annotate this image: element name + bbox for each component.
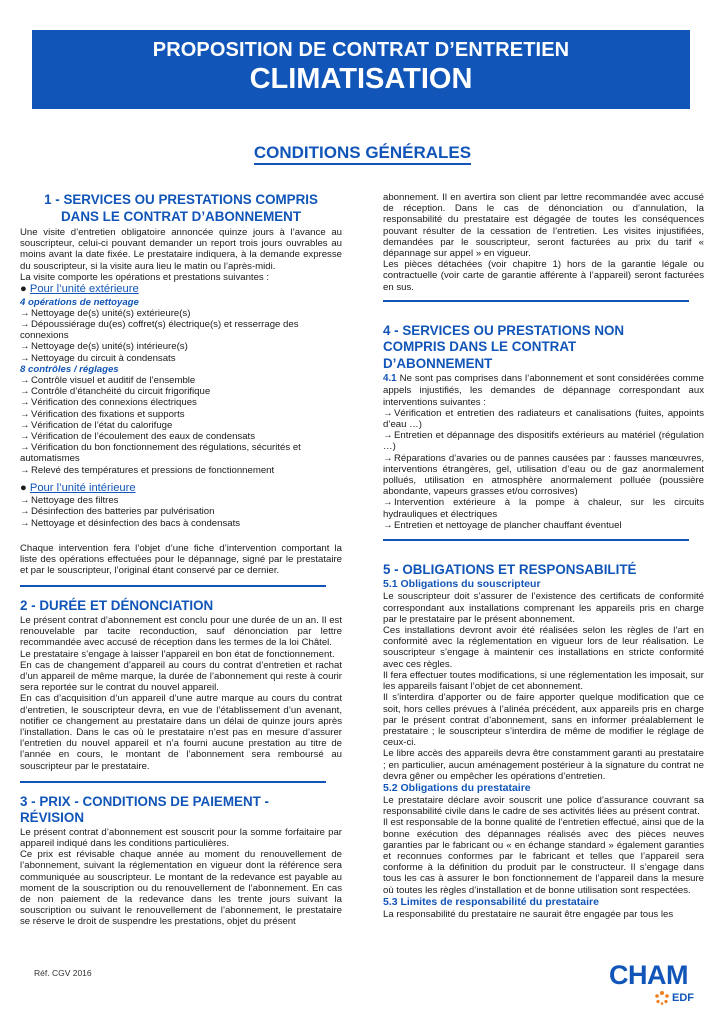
section-5	[383, 562, 704, 920]
list-item: →Relevé des températures et pressions de fonctionnement	[20, 464, 275, 476]
controls-list	[20, 375, 342, 476]
arrow-right-icon: →	[20, 307, 30, 319]
title-banner	[32, 30, 690, 109]
list-item: →Vérification du bon fonctionnement des régulations, sécurités et automatismes	[20, 442, 301, 465]
section-1-title: 1 - SERVICES OU PRESTATIONS COMPRIS DANS LE CONTRAT D’ABONNEMENT	[44, 192, 318, 224]
section-5-1-p3: Il fera effectuer toutes modifications, si une réglementation les imposait, sur les appareils faisant l’objet de cet abonnement.	[383, 669, 704, 693]
list-item: →Vérification des connexions électriques	[20, 397, 197, 409]
section-1	[20, 192, 342, 576]
section-5-title: 5 - OBLIGATIONS ET RESPONSABILITÉ	[383, 561, 637, 577]
exterior-unit-heading: ● Pour l’unité extérieure	[20, 283, 139, 296]
list-item: →Nettoyage de(s) unité(s) extérieure(s)	[20, 307, 191, 319]
arrow-right-icon: →	[383, 497, 393, 509]
list-item: →Entretien et dépannage des dispositifs extérieurs au matériel (régulation …)	[383, 430, 704, 453]
arrow-right-icon: →	[20, 442, 30, 454]
list-item: →Contrôle visuel et auditif de l’ensemble	[20, 374, 196, 386]
list-item: →Vérification de l’état du calorifuge	[20, 419, 173, 431]
divider	[20, 781, 326, 783]
list-item: →Réparations d’avaries ou de pannes causées par : fausses manœuvres, interventions étrangères, gel, utilisation d’eau ou de gaz anormalement pollués, utilisation en atmosphère anormalement polluée (poussière abondante, vapeurs grasses et/ou corrosives)	[383, 452, 704, 498]
controls-heading: 8 contrôles / réglages	[20, 363, 119, 375]
cleaning-ops-heading: 4 opérations de nettoyage	[20, 296, 139, 308]
section-4-title: 4 - SERVICES OU PRESTATIONS NON COMPRIS DANS LE CONTRAT D’ABONNEMENT	[383, 322, 625, 371]
list-item: →Nettoyage et désinfection des bacs à condensats	[20, 517, 241, 529]
interior-unit-heading: ● Pour l’unité intérieure	[20, 481, 136, 494]
section-3-p2: Ce prix est révisable chaque année au moment du renouvellement de l’abonnement, suivant la réglementation en vigueur dont la référence sera communiquée au souscripteur. Le montant de la redevance est payable au moment de la souscription ou du renouvellement de l’abonnement. En cas de non paiement de la redevance dans les trente jours suivant la souscription ou suivant le renouvellement de l’abonnement, le prestataire se réserve le droit de suspendre les prestations, objet du présent	[20, 849, 342, 928]
section-2-p3: En cas de changement d’appareil au cours du contrat d’entretien et rachat d’un appareil de même marque, la durée de l’abonnement qui reste à courir sera reportée sur le contrat du nouvel appareil.	[20, 659, 342, 694]
arrow-right-icon: →	[20, 374, 30, 386]
arrow-right-icon: →	[20, 386, 30, 398]
list-item: →Nettoyage du circuit à condensats	[20, 352, 176, 364]
arrow-right-icon: →	[20, 397, 30, 409]
section-2-p4: En cas d’acquisition d’un appareil d’une autre marque au cours du contrat d’entretien, le souscripteur devra, en vue de l’établissement d’un avenant, notifier ce changement au prestataire dans un délai de quinze jours après l’installation. Dans le cas où le prestataire n’est pas en mesure d’assurer l’entretien du nouvel appareil et n’a fourni aucune prestation au titre de l’année en cours, le montant de l’abonnement sera remboursé au souscripteur par le prestataire.	[20, 693, 342, 772]
list-item: →Intervention extérieure à la pompe à chaleur, sur les circuits hydrauliques et électriques	[383, 497, 704, 520]
document-reference: Réf. CGV 2016	[34, 968, 92, 978]
arrow-right-icon: →	[20, 341, 30, 353]
section-2-p1: Le présent contrat d’abonnement est conclu pour une durée de un an. Il est renouvelable par tacite reconduction, sauf dénonciation par lettre recommandée avec accusé de réception dans les termes de la loi Châtel.	[20, 614, 342, 649]
cham-wordmark: CHAM	[609, 960, 688, 990]
page-subtitle: CONDITIONS GÉNÉRALES	[0, 142, 725, 164]
section-5-3-p1: La responsabilité du prestataire ne saurait être engagée par tous les	[383, 908, 674, 920]
list-item: →Vérification de l’écoulement des eaux de condensats	[20, 430, 255, 442]
edf-flower-icon	[653, 990, 671, 1006]
list-item: →Entretien et nettoyage de plancher chauffant éventuel	[383, 519, 622, 531]
section-3-p1: Le présent contrat d’abonnement est souscrit pour la somme forfaitaire par appareil indiqué dans les conditions particulières.	[20, 826, 342, 850]
divider	[383, 300, 689, 302]
section-4-intro: 4.1 Ne sont pas comprises dans l’abonnement et sont considérées comme appels injustifiés, les demandes de dépannage correspondant aux interventions suivantes :	[383, 373, 705, 408]
section-5-2-p2: Il est responsable de la bonne qualité de l’entretien effectué, ainsi que de la bonne exécution des dépannages réalisés avec des pièces neuves garanties par le fabricant ou « en échange standard » également garanties et reconnues conformes par le fabricant et telles que l’appareil sera conforme à la définition du produit par le constructeur. Il s’engage dans tous les cas à assurer le bon fonctionnement de l’appareil dans la mesure où toutes les règles d’installation et de bonne utilisation sont respectées.	[383, 817, 704, 896]
title-line-2: CLIMATISATION	[249, 63, 473, 95]
list-item: →Vérification et entretien des radiateurs et canalisations (fuites, appoints d’eau …)	[383, 407, 704, 430]
arrow-right-icon: →	[20, 430, 30, 442]
arrow-right-icon: →	[20, 318, 30, 330]
section-5-3-title: 5.3 Limites de responsabilité du prestataire	[383, 895, 599, 908]
section-2-p2: Le prestataire s’engage à laisser l’appareil en bon état de fonctionnement.	[20, 648, 335, 660]
list-item: →Vérification des fixations et supports	[20, 408, 185, 420]
list-item: →Dépoussiérage du(es) coffret(s) électrique(s) et resserrage des connexions	[20, 318, 299, 342]
interior-list	[20, 495, 342, 529]
left-column	[20, 192, 342, 928]
title-line-1: PROPOSITION DE CONTRAT D’ENTRETIEN	[152, 39, 570, 61]
arrow-right-icon: →	[20, 419, 30, 431]
right-column	[383, 192, 704, 920]
arrow-right-icon: →	[20, 464, 30, 476]
edf-wordmark: EDF	[672, 992, 694, 1004]
section-5-2-p1: Le prestataire déclare avoir souscrit une police d’assurance couvrant sa responsabilité civile dans le cadre de ses activités liées au présent contrat.	[383, 794, 704, 818]
list-item: →Nettoyage des filtres	[20, 495, 119, 507]
list-item: →Nettoyage de(s) unité(s) intérieure(s)	[20, 341, 188, 353]
section-2-title: 2 - DURÉE ET DÉNONCIATION	[20, 598, 214, 614]
arrow-right-icon: →	[20, 517, 30, 529]
section-5-1-p5: Le libre accès des appareils devra être constamment garanti au prestataire ; en particulier, aucun aménagement postérieur à la signature du contrat ne devra gêner ou empêcher les opérations d’entretien.	[383, 748, 704, 782]
section-2	[20, 598, 342, 771]
edf-logo	[653, 990, 703, 1006]
divider	[383, 539, 689, 541]
cham-logo	[609, 960, 707, 1008]
section-5-1-title: 5.1 Obligations du souscripteur	[383, 578, 541, 591]
excluded-list	[383, 408, 704, 531]
arrow-right-icon: →	[20, 352, 30, 364]
list-item: →Contrôle d’étanchéité du circuit frigorifique	[20, 386, 211, 398]
arrow-right-icon: →	[383, 452, 393, 464]
section-3-continued: abonnement. Il en avertira son client par lettre recommandée avec accusé de réception. Dans le cas de dénonciation ou d’annulation, la responsabilité du prestataire est dégagée de toutes les conséquences pouvant résulter de la cessation de l’entretien. Les visites injustifiées, demandées par le souscripteur, seront facturées au prix du tarif « dépannage sur appel » en vigueur.	[383, 192, 704, 260]
section-5-1-p2: Ces installations devront avoir été réalisées selon les règles de l’art en conformité avec la réglementation en vigueur lors de leur réalisation. Le souscripteur s’engage à maintenir ces installations en stricte conformité avec ces règles.	[383, 625, 704, 670]
arrow-right-icon: →	[20, 506, 30, 518]
cleaning-ops-list	[20, 308, 342, 364]
section-5-1-p1: Le souscripteur doit s’assurer de l’existence des certificats de conformité correspondant aux installations comprenant les appareils pris en charge par le prestataire par le présent abonnement.	[383, 591, 704, 625]
arrow-right-icon: →	[383, 407, 393, 419]
spare-parts-paragraph: Les pièces détachées (voir chapitre 1) hors de la garantie légale ou contractuelle (voir carte de garantie afférente à l’appareil) seront facturées en sus.	[383, 259, 704, 293]
section-1-intro: Une visite d’entretien obligatoire annoncée quinze jours à l’avance au souscripteur, celui-ci pouvant demander un report trois jours ouvrables au moins avant la date fixée. Le prestataire indiquera, à la demande expresse du souscripteur, si la visite aura lieu le matin ou l’après-midi.	[20, 227, 342, 272]
divider	[20, 585, 326, 587]
section-1-intro2: La visite comporte les opérations et prestations suivantes :	[20, 271, 270, 283]
section-5-1-p4: Il s’interdira d’apporter ou de faire apporter quelque modification que ce soit, hors celles prévues à l’alinéa précédent, aux appareils pris en charge par le présent contrat d’abonnement, sans en informer préalablement le prestataire ; le souscripteur s’interdira de même de modifier le réglage de ceux-ci.	[383, 692, 704, 749]
arrow-right-icon: →	[20, 495, 30, 507]
section-1-closing: Chaque intervention fera l’objet d’une fiche d’intervention comportant la liste des opérations effectuées pour le dépannage, signé par le prestataire et par le souscripteur, l’original étant conservé par ce dernier.	[20, 542, 342, 577]
arrow-right-icon: →	[20, 408, 30, 420]
section-5-2-title: 5.2 Obligations du prestataire	[383, 781, 531, 794]
arrow-right-icon: →	[383, 519, 393, 531]
section-3-title: 3 - PRIX - CONDITIONS DE PAIEMENT - RÉVISION	[20, 793, 269, 826]
section-3	[20, 794, 342, 928]
list-item: →Désinfection des batteries par pulvérisation	[20, 506, 215, 518]
section-4	[383, 323, 704, 531]
arrow-right-icon: →	[383, 430, 393, 442]
